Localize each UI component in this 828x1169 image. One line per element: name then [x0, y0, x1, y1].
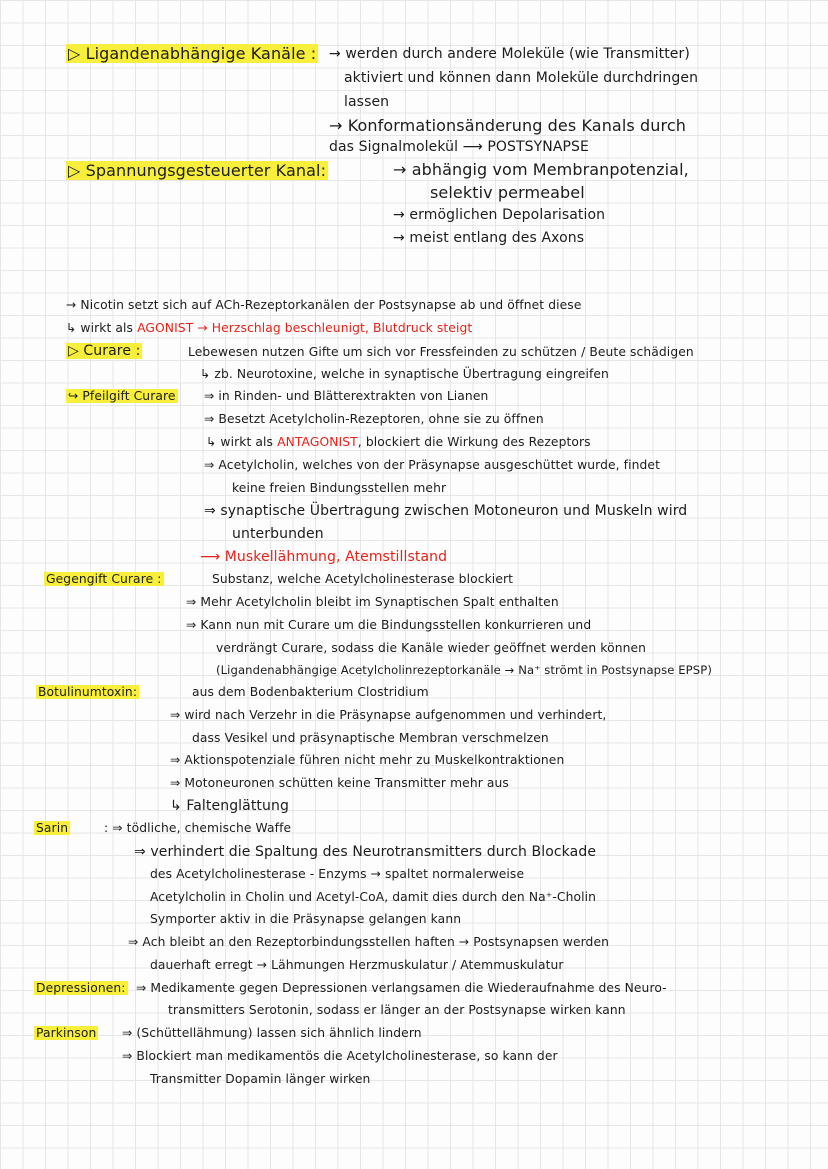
parkinson-heading: Parkinson: [36, 1026, 97, 1040]
curare-heading: ▷ Curare :: [68, 343, 141, 359]
pfeilgift-line-2: ⇒ Besetzt Acetylcholin-Rezeptoren, ohne sie zu öffnen: [204, 412, 544, 426]
nicotin-line-1: → Nicotin setzt sich auf ACh-Rezeptorkanälen der Postsynapse ab und öffnet diese: [66, 298, 582, 312]
botulinum-heading: Botulinumtoxin:: [38, 685, 138, 699]
spannung-line-4: → meist entlang des Axons: [393, 230, 585, 246]
botulinum-line-6: ↳ Faltenglättung: [170, 798, 289, 814]
parkinson-line-2: ⇒ Blockiert man medikamentös die Acetylcholinesterase, so kann der: [122, 1049, 558, 1063]
sarin-line-7: dauerhaft erregt → Lähmungen Herzmuskulatur / Atemmuskulatur: [150, 958, 564, 972]
sarin-line-3: des Acetylcholinesterase - Enzyms → spaltet normalerweise: [150, 867, 525, 881]
sarin-line-1: : ⇒ tödliche, chemische Waffe: [104, 821, 292, 835]
ligand-heading: ▷ Ligandenabhängige Kanäle :: [68, 44, 317, 63]
ligand-line-5: das Signalmolekül ⟶ POSTSYNAPSE: [329, 139, 589, 155]
pfeilgift-line-5: keine freien Bindungsstellen mehr: [232, 481, 447, 495]
botulinum-line-4: ⇒ Aktionspotenziale führen nicht mehr zu Muskelkontraktionen: [170, 753, 565, 767]
botulinum-line-5: ⇒ Motoneuronen schütten keine Transmitter mehr aus: [170, 776, 509, 790]
pfeilgift-line-6: ⇒ synaptische Übertragung zwischen Motoneuron und Muskeln wird: [204, 503, 688, 519]
depression-line-1: ⇒ Medikamente gegen Depressionen verlangsamen die Wiederaufnahme des Neuro-: [136, 981, 667, 995]
sarin-line-4: Acetylcholin in Cholin und Acetyl-CoA, damit dies durch den Na⁺-Cholin: [150, 890, 597, 904]
pfeilgift-line-7: unterbunden: [232, 526, 324, 542]
pfeilgift-heading: ↪ Pfeilgift Curare: [68, 389, 176, 403]
botulinum-line-3: dass Vesikel und präsynaptische Membran verschmelzen: [192, 731, 549, 745]
spannung-heading: ▷ Spannungsgesteuerter Kanal:: [68, 161, 327, 180]
gegengift-line-5: (Ligandenabhängige Acetylcholinrezeptorkanäle → Na⁺ strömt in Postsynapse EPSP): [216, 663, 712, 677]
curare-line-1: Lebewesen nutzen Gifte um sich vor Fressfeinden zu schützen / Beute schädigen: [188, 345, 694, 359]
spannung-line-3: → ermöglichen Depolarisation: [393, 207, 606, 223]
parkinson-line-3: Transmitter Dopamin länger wirken: [150, 1072, 371, 1086]
depression-line-2: transmitters Serotonin, sodass er länger an der Postsynapse wirken kann: [168, 1003, 626, 1017]
gegengift-line-4: verdrängt Curare, sodass die Kanäle wieder geöffnet werden können: [216, 641, 647, 655]
gegengift-line-3: ⇒ Kann nun mit Curare um die Bindungsstellen konkurrieren und: [186, 618, 592, 632]
spannung-line-2: selektiv permeabel: [430, 183, 585, 202]
gegengift-line-2: ⇒ Mehr Acetylcholin bleibt im Synaptischen Spalt enthalten: [186, 595, 559, 609]
antagonist-label: ANTAGONIST: [277, 435, 358, 449]
gegengift-line-1: Substanz, welche Acetylcholinesterase blockiert: [212, 572, 514, 586]
sarin-line-6: ⇒ Ach bleibt an den Rezeptorbindungsstellen haften → Postsynapsen werden: [128, 935, 610, 949]
pfeilgift-line-1: ⇒ in Rinden- und Blätterextrakten von Lianen: [204, 389, 489, 403]
depression-heading: Depressionen:: [36, 981, 126, 995]
ligand-line-4: → Konformationsänderung des Kanals durch: [329, 116, 686, 135]
sarin-heading: Sarin: [36, 821, 69, 835]
gegengift-heading: Gegengift Curare :: [46, 572, 162, 586]
pfeilgift-line-4: ⇒ Acetylcholin, welches von der Präsynapse ausgeschüttet wurde, findet: [204, 458, 660, 472]
pfeilgift-line-3-rest: , blockiert die Wirkung des Rezeptors: [357, 435, 591, 449]
pfeilgift-line-3-label: ↳ wirkt als: [206, 435, 274, 449]
ligand-line-1: → werden durch andere Moleküle (wie Transmitter): [329, 46, 690, 62]
nicotin-line-2: [66, 321, 472, 335]
sarin-line-2: ⇒ verhindert die Spaltung des Neurotransmitters durch Blockade: [134, 844, 597, 860]
curare-line-2: ↳ zb. Neurotoxine, welche in synaptische Übertragung eingreifen: [200, 367, 609, 381]
parkinson-line-1: ⇒ (Schüttellähmung) lassen sich ähnlich lindern: [122, 1026, 422, 1040]
ligand-line-2: aktiviert und können dann Moleküle durchdringen: [344, 70, 699, 86]
spannung-line-1: → abhängig vom Membranpotenzial,: [393, 160, 689, 179]
sarin-line-5: Symporter aktiv in die Präsynapse gelangen kann: [150, 912, 462, 926]
agonist-effect: AGONIST → Herzschlag beschleunigt, Blutdruck steigt: [137, 321, 473, 335]
ligand-line-3: lassen: [344, 94, 390, 110]
nicotin-line-2-label: ↳ wirkt als: [66, 321, 134, 335]
pfeilgift-line-3: [206, 435, 591, 449]
pfeilgift-line-8: ⟶ Muskellähmung, Atemstillstand: [200, 549, 448, 565]
botulinum-line-2: ⇒ wird nach Verzehr in die Präsynapse aufgenommen und verhindert,: [170, 708, 607, 722]
botulinum-line-1: aus dem Bodenbakterium Clostridium: [192, 685, 429, 699]
